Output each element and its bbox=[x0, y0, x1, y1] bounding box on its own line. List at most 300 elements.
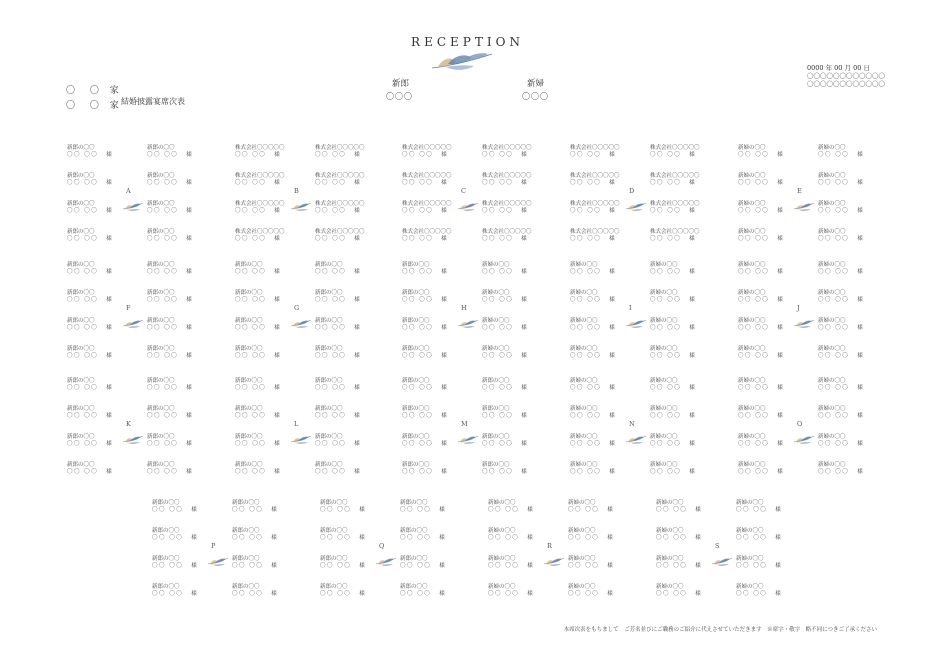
guest-name-row bbox=[232, 563, 277, 570]
guest-name: 〇〇 〇〇 bbox=[235, 297, 267, 303]
leaf-icon bbox=[457, 197, 479, 216]
guest-seat bbox=[315, 346, 360, 360]
family-name-1: 〇 〇 家 bbox=[66, 86, 119, 96]
guest-honorific: 様 bbox=[439, 535, 445, 541]
guest-honorific: 様 bbox=[607, 507, 613, 513]
guest-honorific: 様 bbox=[527, 591, 533, 597]
guest-seat bbox=[320, 500, 365, 514]
guest-relation: 新婦の〇〇 bbox=[650, 406, 678, 412]
guest-honorific: 様 bbox=[186, 180, 192, 186]
guest-honorific: 様 bbox=[359, 591, 365, 597]
guest-seat bbox=[488, 556, 533, 570]
guest-honorific: 様 bbox=[441, 469, 447, 475]
guest-honorific: 様 bbox=[609, 325, 615, 331]
guest-honorific: 様 bbox=[274, 385, 280, 391]
guest-honorific: 様 bbox=[689, 469, 695, 475]
guest-name-row bbox=[315, 269, 360, 276]
table-label: P bbox=[211, 542, 216, 550]
guest-seat bbox=[67, 406, 112, 420]
leaf-icon bbox=[625, 430, 647, 449]
guest-relation: 株式会社〇〇〇〇〇 bbox=[650, 145, 700, 151]
guest-relation: 新婦の〇〇 bbox=[570, 290, 598, 296]
guest-seat bbox=[488, 584, 533, 598]
guest-name-row bbox=[736, 591, 781, 598]
guest-honorific: 様 bbox=[441, 180, 447, 186]
guest-honorific: 様 bbox=[521, 325, 527, 331]
guest-seat bbox=[400, 556, 445, 570]
table-marker bbox=[122, 420, 144, 442]
guest-name-row bbox=[67, 297, 112, 304]
guest-honorific: 様 bbox=[186, 269, 192, 275]
guest-name-row bbox=[650, 152, 700, 159]
guest-relation: 新郎の〇〇 bbox=[232, 556, 260, 562]
guest-name-row bbox=[235, 353, 280, 360]
guest-name: 〇〇 〇〇 bbox=[736, 507, 768, 513]
guest-name: 〇〇 〇〇 bbox=[67, 325, 99, 331]
guest-name-row bbox=[818, 469, 863, 476]
guest-relation: 新郎の〇〇 bbox=[315, 378, 343, 384]
guest-honorific: 様 bbox=[354, 297, 360, 303]
guest-name-row bbox=[650, 180, 700, 187]
guest-seat bbox=[235, 346, 280, 360]
guest-relation: 新郎の〇〇 bbox=[235, 406, 263, 412]
guest-seat bbox=[650, 378, 695, 392]
guest-name-row bbox=[67, 180, 112, 187]
guest-relation: 新郎の〇〇 bbox=[315, 462, 343, 468]
table-marker bbox=[711, 542, 733, 564]
guest-relation: 新婦の〇〇 bbox=[738, 145, 766, 151]
guest-name: 〇〇 〇〇 bbox=[235, 325, 267, 331]
guest-seat bbox=[482, 201, 532, 215]
guest-honorific: 様 bbox=[777, 385, 783, 391]
guest-relation: 新婦の〇〇 bbox=[818, 378, 846, 384]
guest-seat bbox=[738, 201, 783, 215]
guest-seat bbox=[67, 462, 112, 476]
guest-seat bbox=[152, 556, 197, 570]
guest-relation: 新郎の〇〇 bbox=[235, 378, 263, 384]
guest-seat bbox=[570, 229, 620, 243]
guest-seat bbox=[570, 318, 615, 332]
guest-seat bbox=[147, 290, 192, 304]
guest-seat bbox=[650, 406, 695, 420]
guest-relation: 新婦の〇〇 bbox=[736, 500, 764, 506]
guest-seat bbox=[402, 145, 452, 159]
guest-seat bbox=[402, 290, 447, 304]
guest-name: 〇〇 〇〇 bbox=[67, 269, 99, 275]
guest-honorific: 様 bbox=[609, 208, 615, 214]
guest-seat bbox=[402, 462, 447, 476]
guest-honorific: 様 bbox=[695, 507, 701, 513]
guest-seat bbox=[818, 346, 863, 360]
guest-honorific: 様 bbox=[857, 413, 863, 419]
guest-relation: 新郎の〇〇 bbox=[315, 290, 343, 296]
guest-seat bbox=[482, 434, 527, 448]
guest-seat bbox=[738, 318, 783, 332]
guest-name-row bbox=[818, 269, 863, 276]
guest-name: 〇〇 〇〇 bbox=[738, 413, 770, 419]
guest-honorific: 様 bbox=[609, 469, 615, 475]
guest-name: 〇〇 〇〇 bbox=[402, 413, 434, 419]
guest-name-row bbox=[482, 385, 527, 392]
guest-name: 〇〇 〇〇 bbox=[147, 413, 179, 419]
guest-name: 〇〇 〇〇 bbox=[818, 236, 850, 242]
guest-honorific: 様 bbox=[775, 563, 781, 569]
guest-seat bbox=[738, 462, 783, 476]
guest-name-row bbox=[482, 236, 532, 243]
guest-relation: 新郎の〇〇 bbox=[232, 584, 260, 590]
groom-name: 〇〇〇 bbox=[386, 92, 413, 101]
guest-relation: 株式会社〇〇〇〇〇 bbox=[482, 145, 532, 151]
guest-seat bbox=[482, 462, 527, 476]
guest-name-row bbox=[818, 353, 863, 360]
bride-name: 〇〇〇 bbox=[522, 92, 549, 101]
guest-relation: 新婦の〇〇 bbox=[650, 318, 678, 324]
table-marker bbox=[207, 542, 229, 564]
guest-name: 〇〇 〇〇 bbox=[650, 413, 682, 419]
guest-seat bbox=[568, 556, 613, 570]
guest-name-row bbox=[738, 353, 783, 360]
guest-seat bbox=[568, 584, 613, 598]
guest-name: 〇〇 〇〇 bbox=[235, 441, 267, 447]
guest-name-row bbox=[67, 385, 112, 392]
guest-honorific: 様 bbox=[439, 563, 445, 569]
guest-name-row bbox=[482, 180, 532, 187]
guest-relation: 新郎の〇〇 bbox=[235, 318, 263, 324]
guest-name: 〇〇 〇〇 bbox=[482, 297, 514, 303]
guest-name: 〇〇 〇〇 bbox=[67, 413, 99, 419]
guest-honorific: 様 bbox=[777, 297, 783, 303]
guest-name-row bbox=[650, 208, 700, 215]
guest-honorific: 様 bbox=[695, 535, 701, 541]
guest-seat bbox=[482, 173, 532, 187]
guest-honorific: 様 bbox=[609, 385, 615, 391]
guest-seat bbox=[818, 201, 863, 215]
guest-name-row bbox=[738, 269, 783, 276]
guest-name: 〇〇 〇〇 bbox=[650, 385, 682, 391]
guest-name-row bbox=[818, 236, 863, 243]
guest-relation: 株式会社〇〇〇〇〇 bbox=[482, 201, 532, 207]
leaf-ornament-icon bbox=[428, 52, 496, 74]
guest-relation: 新郎の〇〇 bbox=[235, 346, 263, 352]
guest-relation: 新郎の〇〇 bbox=[235, 290, 263, 296]
guest-name: 〇〇 〇〇 bbox=[818, 180, 850, 186]
guest-relation: 新婦の〇〇 bbox=[488, 556, 516, 562]
guest-name: 〇〇 〇〇 bbox=[488, 591, 520, 597]
table-label: H bbox=[461, 304, 467, 312]
guest-seat bbox=[147, 406, 192, 420]
guest-seat bbox=[818, 173, 863, 187]
guest-seat bbox=[570, 145, 620, 159]
guest-name-row bbox=[568, 535, 613, 542]
guest-relation: 新郎の〇〇 bbox=[67, 201, 95, 207]
guest-seat bbox=[656, 556, 701, 570]
guest-seat bbox=[818, 290, 863, 304]
guest-name-row bbox=[402, 269, 447, 276]
guest-name-row bbox=[482, 469, 527, 476]
guest-seat bbox=[818, 406, 863, 420]
guest-relation: 新郎の〇〇 bbox=[67, 318, 95, 324]
guest-seat bbox=[650, 145, 700, 159]
guest-honorific: 様 bbox=[354, 441, 360, 447]
table-marker bbox=[793, 304, 815, 326]
guest-relation: 新婦の〇〇 bbox=[818, 201, 846, 207]
guest-name-row bbox=[147, 269, 192, 276]
guest-seat bbox=[315, 378, 360, 392]
guest-honorific: 様 bbox=[441, 236, 447, 242]
guest-name: 〇〇 〇〇 bbox=[650, 441, 682, 447]
guest-name: 〇〇 〇〇 bbox=[67, 385, 99, 391]
guest-name-row bbox=[152, 563, 197, 570]
guest-seat bbox=[568, 500, 613, 514]
guest-name-row bbox=[67, 152, 112, 159]
guest-name: 〇〇 〇〇 bbox=[402, 180, 434, 186]
guest-relation: 新郎の〇〇 bbox=[400, 528, 428, 534]
guest-honorific: 様 bbox=[689, 208, 695, 214]
guest-seat bbox=[570, 173, 620, 187]
guest-name: 〇〇 〇〇 bbox=[402, 236, 434, 242]
guest-name: 〇〇 〇〇 bbox=[315, 413, 347, 419]
guest-honorific: 様 bbox=[689, 385, 695, 391]
guest-name: 〇〇 〇〇 bbox=[736, 591, 768, 597]
guest-name: 〇〇 〇〇 bbox=[738, 236, 770, 242]
guest-honorific: 様 bbox=[777, 325, 783, 331]
guest-name-row bbox=[402, 469, 447, 476]
guest-seat bbox=[147, 346, 192, 360]
guest-seat bbox=[570, 406, 615, 420]
guest-honorific: 様 bbox=[857, 236, 863, 242]
guest-honorific: 様 bbox=[186, 297, 192, 303]
guest-relation: 新郎の〇〇 bbox=[147, 462, 175, 468]
family-names bbox=[66, 84, 119, 114]
guest-name: 〇〇 〇〇 bbox=[67, 441, 99, 447]
guest-relation: 新婦の〇〇 bbox=[650, 378, 678, 384]
guest-relation: 新婦の〇〇 bbox=[738, 378, 766, 384]
guest-name: 〇〇 〇〇 bbox=[320, 535, 352, 541]
guest-name-row bbox=[152, 507, 197, 514]
guest-name-row bbox=[402, 353, 447, 360]
guest-name-row bbox=[235, 208, 285, 215]
guest-name-row bbox=[315, 325, 360, 332]
guest-relation: 新郎の〇〇 bbox=[147, 378, 175, 384]
guest-name-row bbox=[650, 441, 695, 448]
guest-name-row bbox=[818, 208, 863, 215]
guest-name-row bbox=[650, 269, 695, 276]
guest-name: 〇〇 〇〇 bbox=[482, 353, 514, 359]
guest-name: 〇〇 〇〇 bbox=[152, 591, 184, 597]
guest-honorific: 様 bbox=[441, 385, 447, 391]
guest-honorific: 様 bbox=[186, 413, 192, 419]
guest-relation: 新郎の〇〇 bbox=[402, 434, 430, 440]
table-marker bbox=[457, 420, 479, 442]
guest-name-row bbox=[568, 563, 613, 570]
guest-honorific: 様 bbox=[695, 563, 701, 569]
guest-name-row bbox=[738, 385, 783, 392]
guest-honorific: 様 bbox=[777, 152, 783, 158]
leaf-icon bbox=[290, 430, 312, 449]
guest-relation: 株式会社〇〇〇〇〇 bbox=[650, 229, 700, 235]
guest-relation: 新婦の〇〇 bbox=[488, 584, 516, 590]
guest-name: 〇〇 〇〇 bbox=[650, 180, 682, 186]
guest-name: 〇〇 〇〇 bbox=[570, 469, 602, 475]
table-marker bbox=[625, 420, 647, 442]
guest-name: 〇〇 〇〇 bbox=[67, 469, 99, 475]
guest-seat bbox=[315, 229, 365, 243]
guest-name: 〇〇 〇〇 bbox=[67, 208, 99, 214]
guest-honorific: 様 bbox=[521, 208, 527, 214]
guest-seat bbox=[568, 528, 613, 542]
guest-name: 〇〇 〇〇 bbox=[235, 385, 267, 391]
guest-seat bbox=[818, 145, 863, 159]
guest-relation: 新郎の〇〇 bbox=[67, 434, 95, 440]
guest-honorific: 様 bbox=[359, 535, 365, 541]
guest-relation: 新婦の〇〇 bbox=[738, 262, 766, 268]
guest-seat bbox=[402, 378, 447, 392]
guest-name-row bbox=[818, 180, 863, 187]
guest-relation: 新婦の〇〇 bbox=[818, 318, 846, 324]
guest-seat bbox=[152, 528, 197, 542]
guest-name-row bbox=[315, 441, 360, 448]
guest-name-row bbox=[568, 591, 613, 598]
guest-seat bbox=[738, 262, 783, 276]
guest-relation: 新郎の〇〇 bbox=[147, 229, 175, 235]
guest-seat bbox=[738, 346, 783, 360]
guest-relation: 新郎の〇〇 bbox=[402, 378, 430, 384]
guest-name: 〇〇 〇〇 bbox=[402, 152, 434, 158]
document-subtitle: 結婚披露宴席次表 bbox=[121, 97, 185, 106]
guest-name-row bbox=[738, 208, 783, 215]
guest-name: 〇〇 〇〇 bbox=[152, 507, 184, 513]
guest-name-row bbox=[488, 591, 533, 598]
guest-honorific: 様 bbox=[609, 152, 615, 158]
guest-name: 〇〇 〇〇 bbox=[738, 353, 770, 359]
guest-relation: 新郎の〇〇 bbox=[147, 145, 175, 151]
guest-name: 〇〇 〇〇 bbox=[235, 208, 267, 214]
guest-name-row bbox=[400, 591, 445, 598]
guest-honorific: 様 bbox=[274, 353, 280, 359]
guest-name-row bbox=[488, 563, 533, 570]
guest-name: 〇〇 〇〇 bbox=[650, 236, 682, 242]
guest-name: 〇〇 〇〇 bbox=[482, 441, 514, 447]
guest-name-row bbox=[570, 413, 615, 420]
family-name-2: 〇 〇 家 bbox=[66, 101, 119, 111]
table-marker bbox=[625, 187, 647, 209]
guest-honorific: 様 bbox=[689, 180, 695, 186]
guest-seat bbox=[315, 173, 365, 187]
guest-name: 〇〇 〇〇 bbox=[315, 180, 347, 186]
guest-relation: 新郎の〇〇 bbox=[232, 500, 260, 506]
guest-name: 〇〇 〇〇 bbox=[400, 563, 432, 569]
guest-relation: 新婦の〇〇 bbox=[570, 462, 598, 468]
guest-relation: 新郎の〇〇 bbox=[320, 500, 348, 506]
guest-name-row bbox=[235, 385, 280, 392]
leaf-icon bbox=[207, 552, 229, 571]
guest-seat bbox=[320, 528, 365, 542]
guest-name-row bbox=[568, 507, 613, 514]
guest-relation: 新婦の〇〇 bbox=[570, 262, 598, 268]
guest-name: 〇〇 〇〇 bbox=[315, 353, 347, 359]
guest-seat bbox=[147, 378, 192, 392]
guest-name-row bbox=[320, 563, 365, 570]
guest-name-row bbox=[315, 413, 360, 420]
guest-relation: 新婦の〇〇 bbox=[736, 584, 764, 590]
guest-name-row bbox=[147, 180, 192, 187]
guest-name: 〇〇 〇〇 bbox=[320, 591, 352, 597]
guest-name-row bbox=[818, 385, 863, 392]
leaf-icon bbox=[122, 430, 144, 449]
guest-name: 〇〇 〇〇 bbox=[147, 441, 179, 447]
guest-relation: 新郎の〇〇 bbox=[67, 346, 95, 352]
guest-honorific: 様 bbox=[441, 413, 447, 419]
guest-name-row bbox=[232, 535, 277, 542]
guest-relation: 新郎の〇〇 bbox=[152, 500, 180, 506]
guest-name-row bbox=[67, 269, 112, 276]
guest-seat bbox=[232, 584, 277, 598]
guest-seat bbox=[400, 584, 445, 598]
guest-honorific: 様 bbox=[439, 591, 445, 597]
guest-relation: 新郎の〇〇 bbox=[315, 406, 343, 412]
guest-seat bbox=[482, 406, 527, 420]
guest-relation: 新郎の〇〇 bbox=[147, 173, 175, 179]
guest-name-row bbox=[488, 535, 533, 542]
guest-name-row bbox=[818, 441, 863, 448]
guest-seat bbox=[315, 201, 365, 215]
guest-honorific: 様 bbox=[186, 325, 192, 331]
guest-seat bbox=[315, 262, 360, 276]
guest-name: 〇〇 〇〇 bbox=[570, 269, 602, 275]
date-text: 0000 年 00 月 00 日 bbox=[807, 64, 870, 72]
guest-name-row bbox=[147, 413, 192, 420]
guest-name-row bbox=[738, 325, 783, 332]
guest-name-row bbox=[402, 385, 447, 392]
guest-name: 〇〇 〇〇 bbox=[320, 563, 352, 569]
guest-honorific: 様 bbox=[689, 269, 695, 275]
guest-name: 〇〇 〇〇 bbox=[656, 507, 688, 513]
guest-honorific: 様 bbox=[271, 591, 277, 597]
guest-name-row bbox=[315, 180, 365, 187]
guest-seat bbox=[152, 584, 197, 598]
guest-honorific: 様 bbox=[106, 269, 112, 275]
guest-seat bbox=[235, 406, 280, 420]
guest-seat bbox=[235, 145, 285, 159]
guest-honorific: 様 bbox=[609, 180, 615, 186]
guest-relation: 新婦の〇〇 bbox=[570, 434, 598, 440]
guest-name: 〇〇 〇〇 bbox=[402, 441, 434, 447]
guest-name: 〇〇 〇〇 bbox=[400, 535, 432, 541]
table-label: A bbox=[126, 187, 131, 195]
guest-relation: 新婦の〇〇 bbox=[818, 346, 846, 352]
guest-relation: 株式会社〇〇〇〇〇 bbox=[482, 173, 532, 179]
guest-name-row bbox=[570, 441, 615, 448]
guest-name-row bbox=[570, 385, 615, 392]
guest-seat bbox=[738, 406, 783, 420]
guest-seat bbox=[147, 318, 192, 332]
guest-honorific: 様 bbox=[775, 507, 781, 513]
guest-name-row bbox=[235, 236, 285, 243]
guest-seat bbox=[738, 229, 783, 243]
guest-name: 〇〇 〇〇 bbox=[738, 180, 770, 186]
guest-relation: 新郎の〇〇 bbox=[402, 346, 430, 352]
guest-name: 〇〇 〇〇 bbox=[488, 563, 520, 569]
guest-name-row bbox=[736, 535, 781, 542]
guest-name-row bbox=[402, 413, 447, 420]
guest-relation: 新婦の〇〇 bbox=[818, 173, 846, 179]
guest-name-row bbox=[67, 208, 112, 215]
guest-name: 〇〇 〇〇 bbox=[656, 563, 688, 569]
guest-name-row bbox=[147, 441, 192, 448]
guest-name: 〇〇 〇〇 bbox=[67, 297, 99, 303]
guest-honorific: 様 bbox=[609, 353, 615, 359]
guest-honorific: 様 bbox=[521, 180, 527, 186]
